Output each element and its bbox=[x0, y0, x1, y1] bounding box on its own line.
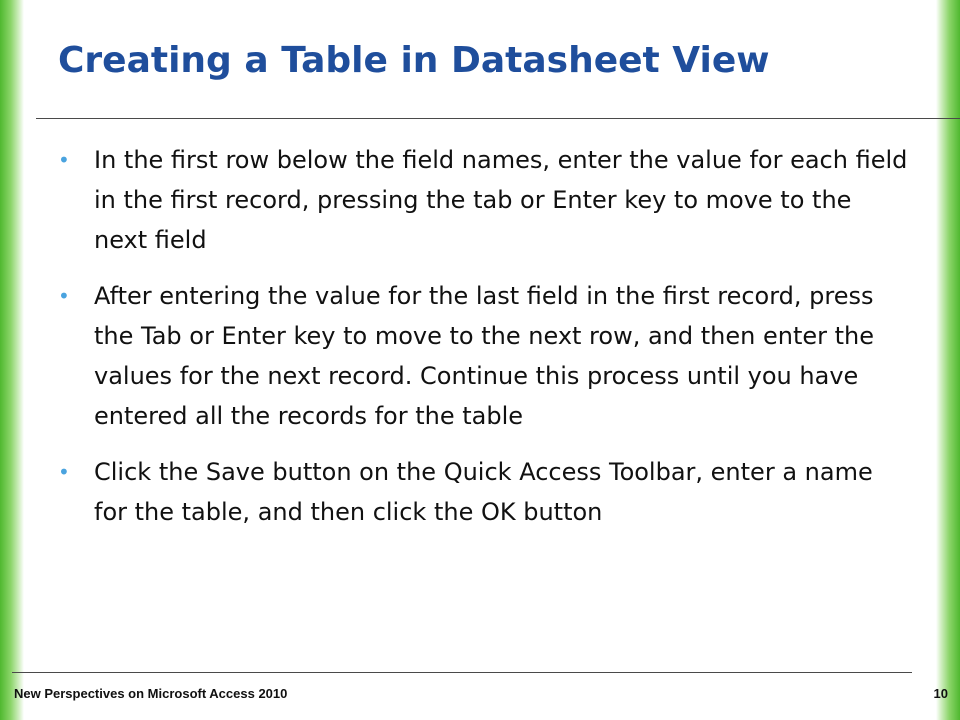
bullet-item bbox=[58, 140, 908, 260]
bullet-list bbox=[58, 140, 908, 548]
bullet-text: Click the Save button on the Quick Access Toolbar, enter a name for the table, and then click the OK button bbox=[94, 458, 873, 526]
footer-divider bbox=[12, 672, 912, 673]
slide-number: 10 bbox=[933, 686, 948, 701]
footer-text: New Perspectives on Microsoft Access 2010 bbox=[14, 686, 288, 701]
right-green-border bbox=[933, 0, 960, 720]
bullet-icon: • bbox=[58, 148, 70, 172]
slide-title: Creating a Table in Datasheet View bbox=[58, 40, 770, 81]
bullet-icon: • bbox=[58, 460, 70, 484]
bullet-item bbox=[58, 276, 908, 436]
bullet-item bbox=[58, 452, 908, 532]
left-green-border bbox=[0, 0, 24, 720]
bullet-text: In the first row below the field names, enter the value for each field in the first record, pressing the tab or Enter key to move to the next field bbox=[94, 146, 908, 254]
bullet-icon: • bbox=[58, 284, 70, 308]
bullet-text: After entering the value for the last field in the first record, press the Tab or Enter key to move to the next row, and then enter the values for the next record. Continue this process until you have entered all the records for the table bbox=[94, 282, 875, 430]
title-divider bbox=[36, 118, 960, 119]
